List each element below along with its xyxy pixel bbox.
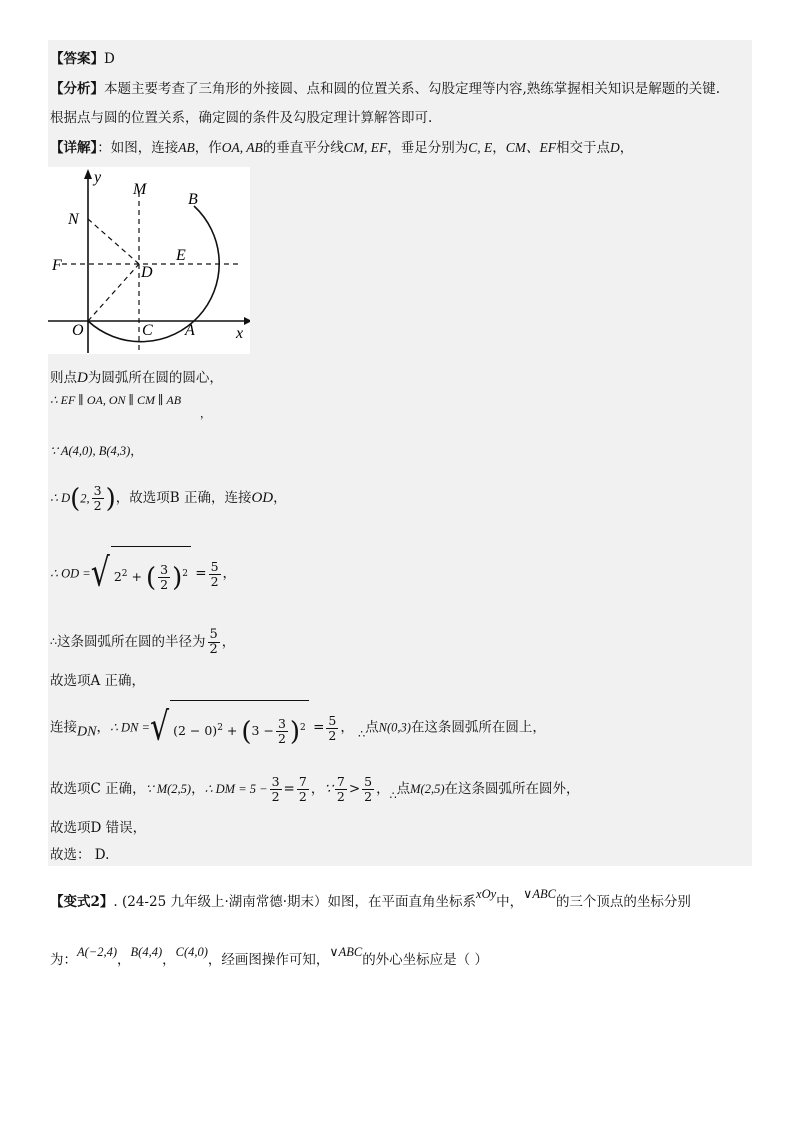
fraction [297, 775, 309, 804]
segment-nd [88, 219, 139, 264]
math-dn-eq: ∴ DN = [109, 720, 150, 735]
label-f: F [52, 257, 62, 274]
frac-num: 7 [298, 774, 307, 789]
dm-line [50, 769, 580, 816]
frac-den: 2 [271, 789, 280, 804]
frac-num: 5 [210, 558, 219, 574]
text: ， [273, 490, 287, 506]
option-d-line [50, 818, 146, 838]
math-op: + [226, 723, 238, 739]
frac-den: 2 [209, 642, 218, 657]
text: 在这条圆弧所在圆上， [410, 719, 546, 736]
math-exp: 2 [121, 569, 128, 579]
text: 中， [496, 894, 524, 910]
detail-text: ：如图，连接 [97, 140, 179, 156]
text: ， [340, 719, 354, 736]
x-axis-arrow-icon [244, 317, 250, 325]
fraction [209, 560, 221, 589]
text: 点 [365, 719, 379, 736]
math-point-b: B(4,4) [130, 945, 163, 959]
text: 故选项D 错误， [50, 820, 147, 836]
math-op: + [131, 569, 142, 585]
paren: ( [241, 716, 252, 747]
math-c-e: C, E [468, 140, 493, 155]
label-m: M [133, 181, 147, 198]
label-d: D [141, 264, 153, 281]
math-point-n: N(0,3) [378, 720, 411, 735]
fraction [326, 714, 338, 743]
frac-num: 5 [328, 712, 337, 728]
math-exp: 2 [300, 723, 306, 733]
math-triangle: ∨ABC [523, 887, 556, 901]
text: ，经画图操作可知， [207, 952, 330, 968]
label-x: x [236, 325, 244, 342]
variant-line-1 [50, 884, 691, 912]
label-n: N [68, 211, 79, 228]
text: 点 [396, 781, 411, 797]
frac-den: 2 [328, 727, 337, 743]
detail-text: ，作 [194, 140, 222, 156]
math-cm-ef: CM, EF [343, 140, 388, 155]
math-xoy: xOy [476, 887, 497, 901]
fraction [92, 484, 104, 513]
math-d: D [77, 370, 88, 386]
text: ， [96, 719, 110, 736]
text: ， [191, 781, 205, 797]
fraction [270, 775, 282, 804]
text: ， [200, 407, 211, 420]
text: 的三个顶点的坐标分别 [555, 894, 691, 910]
paren: ) [289, 716, 301, 747]
math-num: 2 [113, 569, 122, 585]
text: ， [221, 634, 236, 650]
answer-line [50, 49, 115, 69]
figure-svg [48, 167, 250, 354]
text: 连接 [50, 719, 77, 736]
analysis-line-1 [50, 79, 720, 99]
text: 故选： D. [50, 847, 110, 863]
math-therefore-d: ∴ D [50, 491, 71, 505]
frac-num: 3 [160, 562, 169, 578]
math-od: OD [251, 490, 274, 506]
frac-num: 3 [271, 774, 280, 789]
text: 故选项C 正确， [50, 781, 146, 797]
text: 则点 [50, 370, 77, 386]
math-triangle: ∨ABC [329, 945, 363, 959]
math-exp: 2 [217, 723, 223, 733]
text: 的外心坐标应是（ ） [362, 952, 488, 968]
text: 在这条圆弧所在圆外， [444, 781, 580, 797]
frac-den: 2 [298, 789, 307, 804]
fraction [158, 563, 170, 592]
math-cm-ef-2: CM、EF [505, 140, 557, 155]
sqrt-icon: √ [90, 550, 110, 597]
frac-num: 5 [364, 774, 373, 789]
parallel-comma [200, 404, 211, 424]
label-b: B [188, 191, 198, 208]
math-therefore: ∴ [389, 789, 397, 802]
od-line [50, 546, 236, 602]
math-op: = [195, 565, 207, 582]
text: 这条圆弧所在圆的半径为 [57, 634, 206, 650]
sqrt-body [170, 700, 309, 756]
fraction [335, 775, 347, 804]
answer-label: 【答案】 [50, 51, 104, 67]
detail-text: 相交于点 [556, 140, 611, 156]
text: ， [310, 781, 325, 797]
math-ab: AB [178, 140, 195, 155]
math-op: = [313, 719, 325, 736]
detail-text: ， [492, 140, 506, 156]
dn-line [50, 700, 546, 760]
analysis-line-2 [50, 108, 432, 128]
math-dm-eq: ∴ DM = 5 − [204, 782, 268, 796]
analysis-text-1: 本题主要考查了三角形的外接圆、点和圆的位置关系、勾股定理等内容,熟练掌握相关知识是解题的关键. [104, 81, 721, 97]
point-d-line [50, 478, 287, 519]
math-exp: 2 [182, 569, 188, 579]
math-because: ∵ [324, 781, 333, 796]
frac-den: 2 [364, 789, 373, 804]
sqrt-icon: √ [149, 704, 170, 751]
text: ， [162, 952, 176, 968]
radius-line [50, 622, 235, 662]
math-parallel: ∴ EF ∥ OA, ON ∥ CM ∥ AB [50, 393, 182, 407]
geometry-figure [48, 167, 250, 354]
y-axis-arrow-icon [84, 169, 92, 179]
frac-den: 2 [93, 498, 102, 513]
label-c: C [142, 322, 153, 339]
math-point-c: C(4,0) [175, 945, 208, 959]
variant-label: 【变式2】 [50, 894, 114, 910]
text: ， [130, 443, 143, 458]
text: ， [117, 952, 131, 968]
frac-num: 7 [336, 774, 345, 789]
math-oa-ab: OA, AB [221, 140, 263, 155]
detail-line [50, 138, 633, 158]
fraction [276, 717, 288, 746]
math-d-x: 2, [80, 491, 90, 506]
math-point-m: M(2,5) [410, 782, 445, 796]
paren: ( [145, 562, 157, 593]
detail-text: ， [619, 140, 634, 156]
frac-den: 2 [336, 789, 345, 804]
math-dn: DN [77, 724, 97, 740]
math-therefore: ∴ [358, 727, 366, 741]
fraction [208, 628, 220, 657]
segment-od [88, 264, 139, 321]
detail-text: 的垂直平分线 [262, 140, 344, 156]
text: . (24-25 九年级上·湖南常德·期末）如图，在平面直角坐标系 [113, 894, 477, 910]
label-e: E [176, 247, 186, 264]
choice-line [50, 845, 109, 865]
math-point-a: A(−2,4) [77, 945, 118, 959]
text: 为： [50, 952, 77, 968]
math-term: (2 − 0) [173, 723, 218, 739]
frac-den: 2 [160, 577, 169, 593]
frac-num: 5 [209, 627, 218, 642]
parallel-line [50, 390, 181, 410]
math-point-m: ∵ M(2,5) [145, 782, 192, 796]
math-therefore: ∴ [50, 635, 57, 648]
paren: ( [70, 483, 81, 514]
paren: ) [105, 483, 116, 514]
coords-line [50, 441, 143, 461]
text: ， [376, 781, 390, 797]
frac-den: 2 [210, 573, 219, 589]
math-od-eq: ∴ OD = [50, 566, 91, 581]
answer-value: D [104, 51, 115, 67]
label-a: A [185, 322, 195, 339]
math-op: > [348, 781, 361, 797]
variant-line-2 [50, 942, 488, 970]
option-a-line [50, 671, 145, 691]
paren: ) [172, 562, 183, 593]
text: 故选项A 正确， [50, 673, 146, 689]
center-line [50, 368, 223, 388]
detail-label: 【详解】 [50, 140, 98, 156]
analysis-text-2: 根据点与圆的位置关系，确定圆的条件及勾股定理计算解答即可. [50, 110, 433, 126]
math-a-b-coords: ∵ A(4,0), B(4,3) [50, 444, 131, 458]
math-term: 3 − [251, 723, 274, 739]
fraction [362, 775, 374, 804]
text: 为圆弧所在圆的圆心， [87, 370, 223, 386]
frac-den: 2 [277, 731, 286, 747]
text: ，故选项B 正确，连接 [115, 490, 252, 506]
label-o: O [72, 322, 84, 339]
math-op: = [283, 781, 295, 797]
detail-text: ，垂足分别为 [387, 140, 469, 156]
text: ， [222, 565, 237, 582]
sqrt-body [111, 546, 191, 602]
label-y: y [94, 169, 102, 186]
math-point-d: D [610, 140, 620, 155]
frac-num: 3 [277, 716, 286, 732]
analysis-label: 【分析】 [50, 81, 104, 97]
frac-num: 3 [93, 483, 102, 498]
